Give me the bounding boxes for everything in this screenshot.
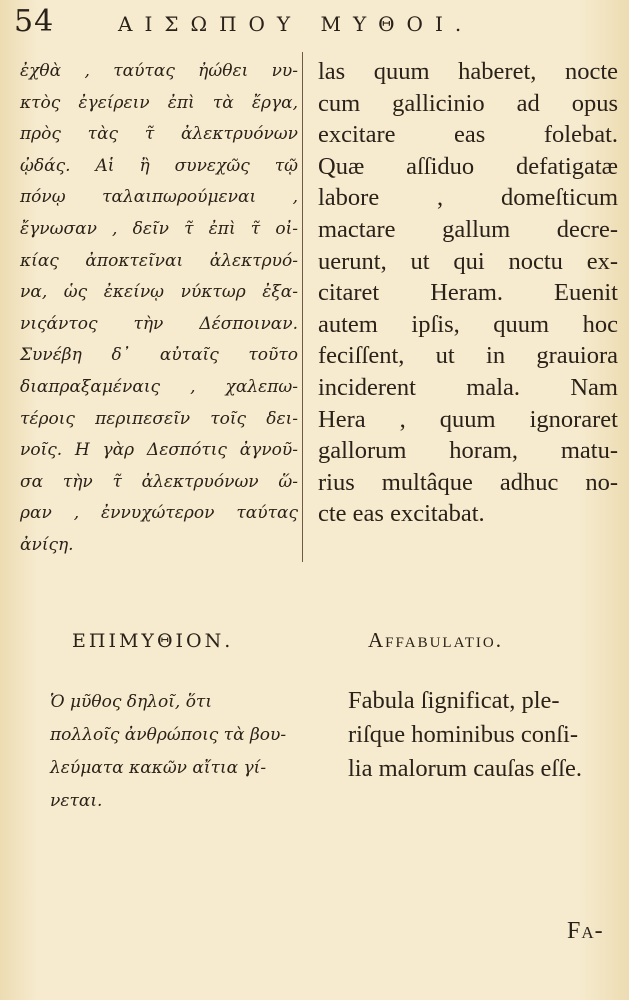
greek-moral-heading: ΕΠΙΜΥΘΙΟΝ. <box>72 630 234 652</box>
latin-line: rius multâque adhuc no- <box>318 468 618 496</box>
latin-moral-line: riſque hominibus conſi- <box>348 721 578 748</box>
latin-moral-line: Fabula ſignificat, ple- <box>348 687 560 714</box>
greek-line: ᾠδάς. Αἱ ἢ συνεχῶς τῷ <box>20 155 298 176</box>
latin-moral-line: lia malorum cauſas eſſe. <box>348 755 583 782</box>
greek-line: ἐχθὰ , ταύτας ἠώθει νυ- <box>20 61 298 81</box>
page-number: 54 <box>14 4 55 39</box>
greek-line: ἀνίςη. <box>20 534 74 555</box>
greek-line: πόνῳ ταλαιπωρούμεναι , <box>20 187 298 208</box>
greek-moral-line: πολλοῖς ἀνθρώποις τὰ βου- <box>50 725 287 745</box>
latin-line: uerunt, ut qui noctu ex- <box>318 247 618 275</box>
latin-line: Quæ aſſiduo defatigatæ <box>318 152 618 180</box>
greek-line: κίας ἀποκτεῖναι ἀλεκτρυό- <box>20 250 298 271</box>
latin-line: inciderent mala. Nam <box>318 373 618 401</box>
latin-line: citaret Heram. Euenit <box>318 279 618 307</box>
latin-line: cum gallicinio ad opus <box>318 89 618 117</box>
column-divider <box>302 52 303 562</box>
latin-line: cte eas excitabat. <box>318 500 485 528</box>
greek-line: να, ὡς ἐκείνῳ νύκτωρ ἐξα- <box>20 282 298 303</box>
greek-moral <box>50 686 298 818</box>
latin-line: feciſſent, ut in grauiora <box>318 342 618 370</box>
latin-column <box>318 56 618 530</box>
greek-line: ραν , ἐννυχώτερον ταύτας <box>20 503 298 524</box>
greek-moral-line: νεται. <box>50 791 103 811</box>
greek-line: κτὸς ἐγείρειν ἐπὶ τὰ ἔργα, <box>20 92 298 113</box>
running-head: ΑΙΣΩΠΟΥ ΜΥΘΟΙ. <box>118 12 474 36</box>
latin-line: gallorum horam, matu- <box>318 437 618 465</box>
latin-line: mactare gallum decre- <box>318 215 618 243</box>
catchword: Fa- <box>567 918 604 944</box>
latin-line: Hera , quum ignoraret <box>318 405 618 433</box>
latin-line: excitare eas folebat. <box>318 121 618 149</box>
latin-line: autem ipſis, quum hoc <box>318 310 618 338</box>
greek-column <box>20 56 298 562</box>
latin-moral-heading: Affabulatio. <box>368 628 503 652</box>
greek-line: νοῖς. Η γὰρ Δεσπότις ἀγνοῦ- <box>20 440 298 461</box>
greek-line: σα τὴν τ̃ ἀλεκτρυόνων ὥ- <box>20 471 298 492</box>
greek-line: πρὸς τὰς τ̃ ἀλεκτρυόνων <box>20 124 298 145</box>
greek-line: νιςάντος τὴν Δέσποιναν. <box>20 313 298 334</box>
greek-line: ἔγνωσαν , δεῖν τ̃ ἐπὶ τ̃ οἰ- <box>20 218 298 239</box>
latin-line: labore , domeſticum <box>318 184 618 212</box>
greek-moral-line: Ὁ μῦθος δηλοῖ, ὅτι <box>50 692 212 712</box>
greek-moral-line: λεύματα κακῶν αἴτια γί- <box>50 758 267 778</box>
latin-moral <box>348 684 620 786</box>
latin-line: las quum haberet, nocte <box>318 58 618 85</box>
greek-line: Συνέβη δ᾽ αὐταῖς τοῦτο <box>20 345 298 366</box>
greek-line: διαπραξαμέναις , χαλεπω- <box>20 376 298 397</box>
greek-line: τέροις περιπεσεῖν τοῖς δει- <box>20 408 298 429</box>
